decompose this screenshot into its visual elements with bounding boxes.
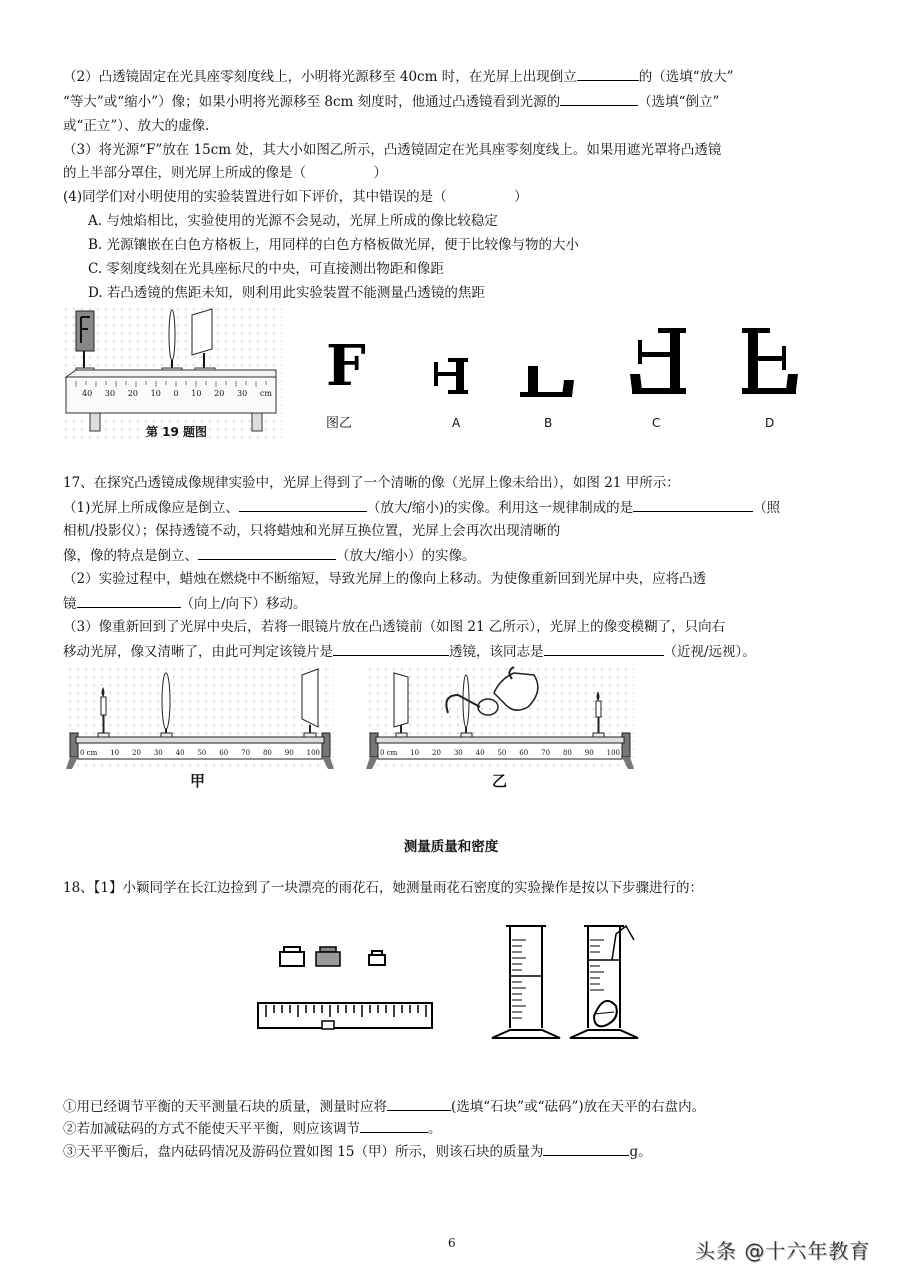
tick: 70 — [241, 749, 251, 757]
text: 移动光屏，像又清晰了，由此可判定该镜片是 — [63, 644, 333, 660]
tick: 100 — [606, 749, 620, 757]
measuring-cylinders-illustration — [490, 920, 660, 1040]
ruler-tick-labels — [82, 389, 272, 398]
q17-part3-line2 — [63, 641, 756, 662]
q17-part1-line1 — [63, 497, 780, 518]
q17-part3-line1: （3）像重新回到了光屏中央后，若将一眼镜片放在凸透镜前（如图 21 乙所示），光屏上的像变模糊了，只向右 — [63, 619, 726, 635]
q16-part2-line3: 或“正立”）、放大的虚像. — [63, 118, 210, 134]
text: （照 — [753, 500, 781, 516]
tick: 70 — [541, 749, 551, 757]
watermark: 头条 @十六年教育 — [695, 1239, 871, 1263]
option-c: C. 零刻度线刻在光具座标尺的中央，可直接测出物距和像距 — [88, 261, 444, 277]
text: ②若加减砝码的方式不能使天平平衡，则应该调节 — [63, 1121, 360, 1137]
text: ①用已经调节平衡的天平测量石块的质量，测量时应将 — [63, 1099, 387, 1115]
q18-intro: 18、【1】小颖同学在长江边捡到了一块漂亮的雨花石，她测量雨花石密度的实验操作是按以下步骤进行的： — [63, 880, 704, 896]
q18-step2 — [63, 1118, 442, 1139]
tick: 20 — [131, 749, 141, 757]
tick: 0 — [173, 389, 179, 398]
section-title: 测量质量和密度 — [403, 839, 499, 855]
answer-blank-10[interactable] — [360, 1118, 428, 1133]
tick: 90 — [584, 749, 594, 757]
option-b: B. 光源镶嵌在白色方格板上，用同样的白色方格板做光屏，便于比较像与物的大小 — [88, 237, 580, 253]
tick: 80 — [262, 749, 272, 757]
tick: 0 cm — [80, 749, 98, 757]
figure-weights-and-scale — [252, 945, 437, 1035]
text: 镜 — [63, 596, 77, 612]
q17-part1-line3 — [63, 545, 476, 566]
answer-blank-8[interactable] — [544, 641, 664, 656]
tick: 0 cm — [380, 749, 398, 757]
tick: 20 — [214, 389, 225, 398]
figure-yi-caption: 图乙 — [326, 416, 353, 431]
option-d: D. 若凸透镜的焦距未知，则利用此实验装置不能测量凸透镜的焦距 — [88, 285, 485, 301]
choice-b-label: B — [544, 416, 553, 430]
q16-part2-line2 — [63, 91, 719, 112]
tick: 10 — [110, 749, 120, 757]
text: “等大”或“缩小”）像；如果小明将光源移至 8cm 刻度时，他通过凸透镜看到光源的 — [63, 94, 561, 110]
text: （放大/缩小)的实像。利用这一规律制成的是 — [366, 500, 634, 516]
tick: 30 — [104, 389, 116, 398]
option-a: A. 与烛焰相比，实验使用的光源不会晃动，光屏上所成的像比较稳定 — [88, 213, 498, 229]
tick: 20 — [127, 389, 138, 398]
tick: 40 — [175, 749, 185, 757]
figure-19-optical-bench — [62, 305, 282, 440]
answer-blank-6[interactable] — [77, 593, 181, 608]
answer-blank-3[interactable] — [239, 497, 367, 512]
weights-and-rider-scale-illustration — [252, 945, 437, 1035]
ruler-tick-labels — [80, 749, 320, 757]
tick: 10 — [150, 389, 161, 398]
text: （选填“倒立” — [638, 94, 720, 110]
tick: 10 — [191, 389, 202, 398]
figure-21-jia-optical-bench — [66, 665, 334, 770]
tick: 100 — [306, 749, 320, 757]
text: 的（选填“放大” — [638, 69, 734, 85]
choice-d-glyph-icon — [740, 328, 800, 400]
figure-21-yi-optical-bench — [366, 665, 634, 770]
answer-blank-9[interactable] — [387, 1096, 451, 1111]
text: （近视/远视）。 — [663, 644, 756, 660]
q18-step1 — [63, 1096, 705, 1117]
figure-21-jia-caption: 甲 — [190, 772, 206, 790]
tick: 60 — [219, 749, 229, 757]
ruler-tick-labels — [380, 749, 620, 757]
answer-blank-4[interactable] — [633, 497, 753, 512]
answer-blank-2[interactable] — [560, 91, 638, 106]
tick: 50 — [497, 749, 507, 757]
tick: 40 — [82, 389, 93, 398]
choice-a-label: A — [452, 416, 461, 430]
text: （2）凸透镜固定在光具座零刻度线上，小明将光源移至 40cm 时，在光屏上出现倒立 — [63, 69, 577, 85]
tick: 30 — [453, 749, 463, 757]
text: （1)光屏上所成像应是倒立、 — [63, 500, 239, 516]
choice-c-glyph-icon — [628, 328, 688, 400]
tick: 90 — [284, 749, 294, 757]
answer-blank-5[interactable] — [198, 545, 336, 560]
figure-graduated-cylinders — [490, 920, 660, 1040]
answer-blank-7[interactable] — [333, 641, 449, 656]
q17-part2-line2 — [63, 593, 307, 614]
tick: 40 — [475, 749, 485, 757]
q17-intro: 17、在探究凸透镜成像规律实验中，光屏上得到了一个清晰的像（光屏上像未给出），如图 21 甲所示： — [63, 475, 680, 491]
tick: 80 — [562, 749, 572, 757]
text: (选填“石块”或“砝码”)放在天平的右盘内。 — [451, 1099, 706, 1115]
text: 透镜，该同志是 — [449, 644, 544, 660]
q16-part2-line1 — [63, 66, 734, 87]
figure-21-yi-caption: 乙 — [492, 772, 508, 790]
answer-blank-1[interactable] — [577, 66, 639, 81]
q17-part1-line2: 相机/投影仪）；保持透镜不动，只将蜡烛和光屏互换位置，光屏上会再次出现清晰的 — [63, 523, 561, 539]
choice-b-glyph-icon — [520, 366, 580, 402]
figure-yi-letter-choices — [320, 320, 820, 440]
tick: cm — [259, 389, 272, 398]
optical-bench-illustration — [62, 305, 282, 440]
tick: 60 — [519, 749, 529, 757]
choice-c-label: C — [652, 416, 661, 430]
choice-d-label: D — [765, 416, 775, 430]
tick: 30 — [237, 389, 248, 398]
tick: 10 — [410, 749, 420, 757]
q16-part4-stem: (4)同学们对小明使用的实验装置进行如下评价，其中错误的是（ ） — [63, 189, 528, 205]
tick: 20 — [431, 749, 441, 757]
page-number: 6 — [448, 1236, 456, 1250]
tick: 50 — [197, 749, 207, 757]
answer-blank-11[interactable] — [543, 1141, 629, 1156]
figure-19-caption: 第 19 题图 — [146, 425, 208, 439]
text: 。 — [428, 1121, 442, 1137]
text: （放大/缩小）的实像。 — [336, 548, 476, 564]
choice-a-glyph-icon — [432, 358, 472, 398]
q16-part3-line2: 的上半部分罩住，则光屏上所成的像是（ ） — [63, 165, 387, 181]
text: ③天平平衡后，盘内砝码情况及游码位置如图 15（甲）所示，则该石块的质量为 — [63, 1144, 544, 1160]
source-letter-f: F — [326, 333, 366, 399]
text: 像，像的特点是倒立、 — [63, 548, 198, 564]
tick: 30 — [153, 749, 163, 757]
text: g。 — [629, 1144, 652, 1160]
q17-part2-line1: （2）实验过程中，蜡烛在燃烧中不断缩短，导致光屏上的像向上移动。为使像重新回到光屏中央，应将凸透 — [63, 571, 707, 587]
q18-step3 — [63, 1141, 652, 1162]
q16-part3-line1: （3）将光源“F”放在 15cm 处，其大小如图乙所示，凸透镜固定在光具座零刻度线上。如果用遮光罩将凸透镜 — [63, 142, 722, 158]
text: （向上/向下）移动。 — [180, 596, 307, 612]
